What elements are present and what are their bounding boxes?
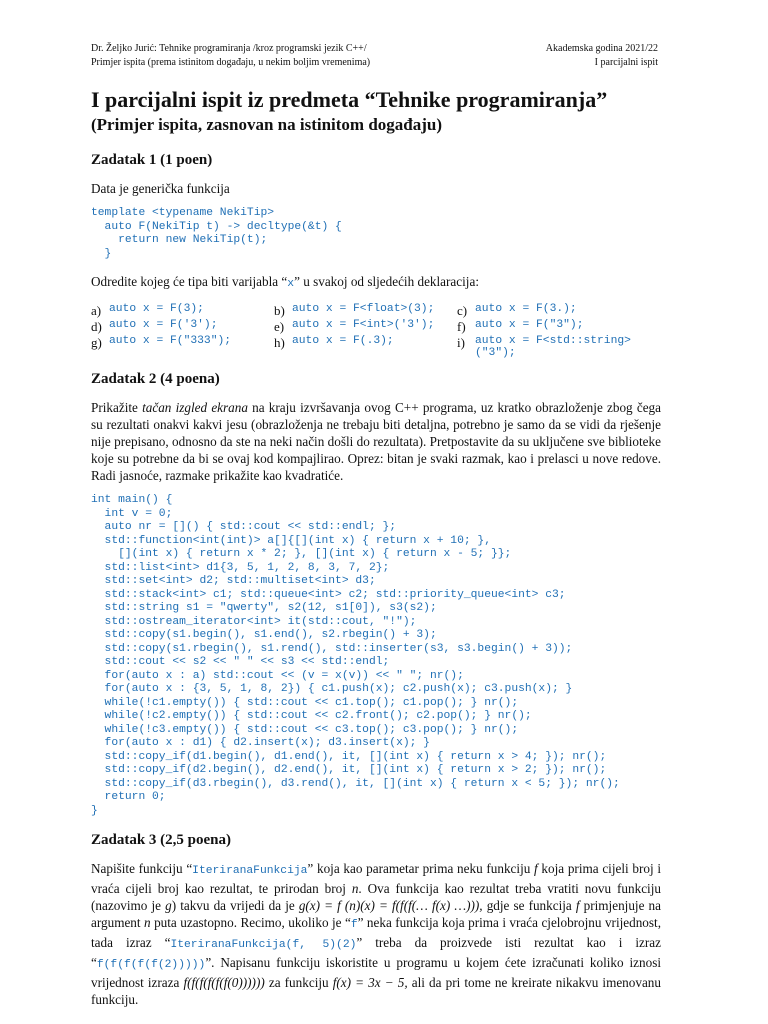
decl-label: a) bbox=[91, 303, 102, 318]
task1-intro: Data je generička funkcija bbox=[91, 181, 230, 196]
task3-text-part: ” neka funkcija koja prima i vraća cjelobrojnu vrijednost, tada izraz “ bbox=[91, 915, 661, 950]
decl-label: e) bbox=[274, 319, 285, 334]
document-title: I parcijalni ispit iz predmeta “Tehnike programiranja” bbox=[91, 87, 608, 112]
task3-text-part: ” treba da proizvede isti rezultat kao i izraz “ bbox=[91, 935, 661, 970]
header-exam-line: Primjer ispita (prema istinitom događaju, u nekim boljim vremenima) bbox=[91, 57, 371, 68]
task3-heading: Zadatak 3 (2,5 poena) bbox=[91, 832, 232, 848]
header-left bbox=[91, 42, 370, 70]
decl-code: auto x = F<int>('3'); bbox=[292, 319, 435, 331]
task2-emphasis: tačan izgled ekrana bbox=[142, 400, 248, 415]
task2-code: int main() { int v = 0; auto nr = []() { std::cout << std::endl; }; std::function<int(int)> a[]{[](int x) { return x + 10; }, [](int x) { return x * 2; }, [](int x) { return x - 5; }}; std::list<int> d1{3, 5, 1, 2, 8, 3, 7, 2}; std::set<int> d2; std::multiset<int> d3; std::stack<int> c1; std::queue<int> c2; std::priority_queue<int> c3; std::string s1 = "qwerty", s2(12, s1[0]), s3(s2); std::ostream_iterator<int> it(std::cout, "!"); std::copy(s1.begin(), s1.end(), s2.rbegin() + 3); std::copy(s1.rbegin(), s1.rend(), std::inserter(s3, s3.begin() + 3)); std::cout << s2 << " " << s3 << std::endl; for(auto x : a) std::cout << (v = x(v)) << " "; nr(); for(auto x : {3, 5, 1, 8, 2}) { c1.push(x); c2.push(x); c3.push(x); } while(!c1.empty()) { std::cout << c1.top(); c1.pop(); } nr(); while(!c2.empty()) { std::cout << c2.front(); c2.pop(); } nr(); while(!c3.empty()) { std::cout << c3.top(); c3.pop(); } nr(); for(auto x : d1) { d2.insert(x); d3.insert(x); } std::copy_if(d1.begin(), d1.end(), it, [](int x) { return x > 4; }); nr(); std::copy_if(d2.begin(), d2.end(), it, [](int x) { return x > 2; }); nr(); std::copy_if(d3.rbegin(), d3.rend(), it, [](int x) { return x < 5; }); nr(); return 0; } bbox=[91, 494, 620, 817]
decl-label: g) bbox=[91, 335, 102, 350]
task1-heading: Zadatak 1 (1 poen) bbox=[91, 152, 213, 168]
task1-question-text-end: ” u svakoj od sljedećih deklaracija: bbox=[294, 274, 479, 289]
decl-label: f) bbox=[457, 319, 466, 334]
task2-text-rest: na kraju izvršavanja ovog C++ programa, uz kratko obrazloženje zbog čega su rezultati onakvi kakvi jesu (obrazloženja ne trebaju biti detaljna, potrebno je samo da se vidi da rješenje nije prepisano, odnosno da ste na neki način došli do rezultata). Pretpostavite da su uključene sve biblioteke koje su potrebne da bi se ovaj kod kompajlirao. Oprez: bitan je svaki razmak, kao i prelasci u nove redove. Radi jasnoće, razmake prikažite kao kvadratiće. bbox=[91, 400, 662, 483]
task3-code-f: f bbox=[350, 919, 358, 931]
decl-code: auto x = F(.3); bbox=[292, 335, 394, 347]
task1-question-text: Odredite kojeg će tipa biti varijabla “ bbox=[91, 274, 288, 289]
header-right bbox=[546, 42, 658, 70]
task3-text-part: puta uzastopno. Recimo, ukoliko je “ bbox=[150, 915, 351, 930]
declarations-table bbox=[91, 303, 640, 359]
task3-formula-g: g(x) = f (n)(x) = f(f(f(… f(x) …))), bbox=[298, 898, 483, 913]
task3-var-f: f bbox=[534, 861, 538, 876]
task3-var-g: g bbox=[165, 898, 172, 913]
task3-text-part: . Ova funkcija kao rezultat treba vratiti novu funkciju (nazovimo je bbox=[91, 881, 661, 913]
task3-text-part: ”. Napisanu funkciju iskoristite u programu u kojem ćete izračunati koliko iznosi vrijednost izraza bbox=[91, 955, 661, 990]
header-author-line: Dr. Željko Jurić: Tehnike programiranja /kroz programski jezik C++/ bbox=[91, 43, 367, 54]
task1-code: template <typename NekiTip> auto F(NekiTip t) -> decltype(&t) { return new NekiTip(t); } bbox=[91, 207, 342, 260]
task2-text bbox=[91, 399, 661, 484]
task2-heading: Zadatak 2 (4 poena) bbox=[91, 371, 220, 387]
decl-code: auto x = F('3'); bbox=[109, 319, 218, 331]
task3-text-part: ) takvu da vrijedi da je bbox=[171, 898, 299, 913]
task3-code-call: IteriranaFunkcija(f, 5)(2) bbox=[170, 939, 357, 951]
task3-text-part: za funkciju bbox=[264, 975, 333, 990]
task3-text-part: ali da pri tome ne kreirate nikakvu imenovanu funkciju. bbox=[91, 975, 661, 1007]
task1-variable: x bbox=[287, 278, 295, 290]
header-year: Akademska godina 2021/22 bbox=[545, 43, 658, 54]
task3-var-n: n bbox=[144, 915, 151, 930]
task3-text-part: Napišite funkciju “ bbox=[91, 861, 193, 876]
task3-var-f: f bbox=[575, 898, 580, 913]
task3-text-part: gdje se funkcija bbox=[482, 898, 576, 913]
decl-label: d) bbox=[91, 319, 102, 334]
task3-text-part: koja prima cijeli broj i vraća cijeli broj kao rezultat, te prirodan broj bbox=[91, 861, 662, 896]
decl-label: c) bbox=[457, 303, 468, 318]
task3-formula-expr: f(f(f(f(f(f(0)))))) bbox=[183, 975, 265, 990]
document-subtitle: (Primjer ispita, zasnovan na istinitom događaju) bbox=[91, 115, 443, 134]
task3-text-part: ” koja kao parametar prima neku funkciju bbox=[307, 861, 535, 876]
task3-code-expr: f(f(f(f(f(2))))) bbox=[96, 959, 206, 971]
task3-formula-fx: f(x) = 3x − 5, bbox=[332, 975, 408, 990]
decl-code: auto x = F("333"); bbox=[109, 335, 232, 347]
decl-code: auto x = F(3); bbox=[109, 303, 204, 315]
decl-code: auto x = F("3"); bbox=[475, 319, 584, 331]
decl-label: b) bbox=[274, 303, 285, 318]
task2-text-start: Prikažite bbox=[91, 400, 143, 415]
decl-label: h) bbox=[274, 335, 285, 350]
task3-text-part: primjenjuje na argument bbox=[91, 898, 661, 930]
decl-code: auto x = F<float>(3); bbox=[292, 303, 435, 315]
document-body bbox=[91, 86, 661, 1018]
decl-code: auto x = F<std::string>("3"); bbox=[475, 335, 631, 359]
task3-function-name: IteriranaFunkcija bbox=[192, 865, 308, 877]
task3-text bbox=[91, 860, 661, 1008]
decl-code: auto x = F(3.); bbox=[475, 303, 577, 315]
header-exam-name: I parcijalni ispit bbox=[594, 57, 658, 68]
decl-label: i) bbox=[457, 335, 465, 350]
task1-question bbox=[91, 273, 661, 293]
task3-var-n: n bbox=[351, 881, 359, 896]
